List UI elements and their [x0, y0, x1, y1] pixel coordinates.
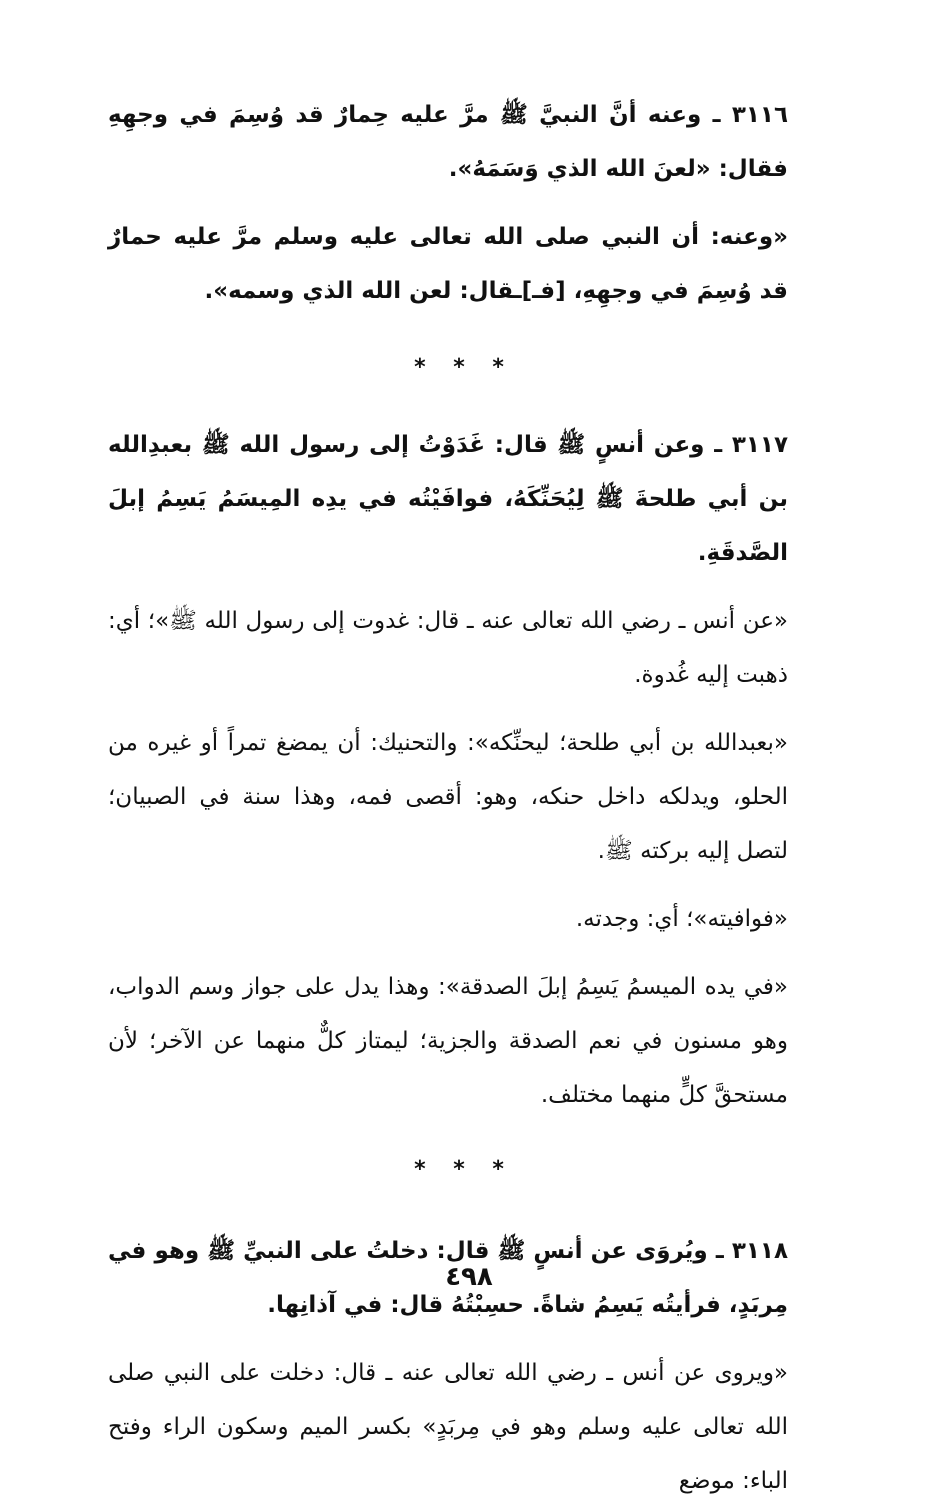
commentary-3118-1: «ويروى عن أنس ـ رضي الله تعالى عنه ـ قال: دخلت على النبي صلى الله تعالى عليه وسلم وهو في مِربَدٍ» بكسر الميم وسكون الراء وفتح الباء: موضع: [108, 1360, 788, 1494]
commentary-3117-3: «فوافيته»؛ أي: وجدته.: [575, 906, 788, 932]
page-number: ٤٩٨: [445, 1262, 493, 1292]
section-separator: * * *: [414, 355, 514, 380]
commentary-3117-2: «بعبدالله بن أبي طلحة؛ ليحنِّكه»: والتحنيك: أن يمضغ تمراً أو غيره من الحلو، ويدلكه داخل حنكه، وهو: أقصى فمه، وهذا سنة في الصبيان؛ لتصل إليه بركته ﷺ.: [108, 730, 788, 864]
page-body: [108, 88, 820, 1508]
hadith-3118: ٣١١٨ ـ ويُروَى عن أنسٍ ﷺ قال: دخلتُ على النبيِّ ﷺ وهو في مِربَدٍ، فرأيتُه يَسِمُ شاةً. حسِبْتُهُ قال: في آذانِها.: [108, 1238, 788, 1318]
commentary-3117-4: «في يده الميسمُ يَسِمُ إبلَ الصدقة»: وهذا يدل على جواز وسم الدواب، وهو مسنون في نعم الصدقة والجزية؛ ليمتاز كلٌّ منهما عن الآخر؛ لأن مستحقَّ كلٍّ منهما مختلف.: [108, 974, 788, 1108]
commentary-3117-1: «عن أنس ـ رضي الله تعالى عنه ـ قال: غدوت إلى رسول الله ﷺ»؛ أي: ذهبت إليه غُدوة.: [108, 608, 788, 688]
hadith-3116: ٣١١٦ ـ وعنه أنَّ النبيَّ ﷺ مرَّ عليه حِمارٌ قد وُسِمَ في وجهِهِ فقال: «لعنَ الله الذي وَسَمَهُ».: [108, 102, 788, 182]
section-separator: * * *: [414, 1157, 514, 1182]
commentary-3116-1: «وعنه: أن النبي صلى الله تعالى عليه وسلم مرَّ عليه حمارٌ قد وُسِمَ في وجهِهِ، [فـ]ـقال: لعن الله الذي وسمه».: [108, 224, 788, 304]
hadith-3117: ٣١١٧ ـ وعن أنسٍ ﷺ قال: غَدَوْتُ إلى رسول الله ﷺ بعبدِالله بن أبي طلحةَ ﷺ لِيُحَنِّكَهُ، فوافَيْتُه في يدِه المِيسَمُ يَسِمُ إبلَ الصَّدقَةِ.: [108, 432, 788, 566]
